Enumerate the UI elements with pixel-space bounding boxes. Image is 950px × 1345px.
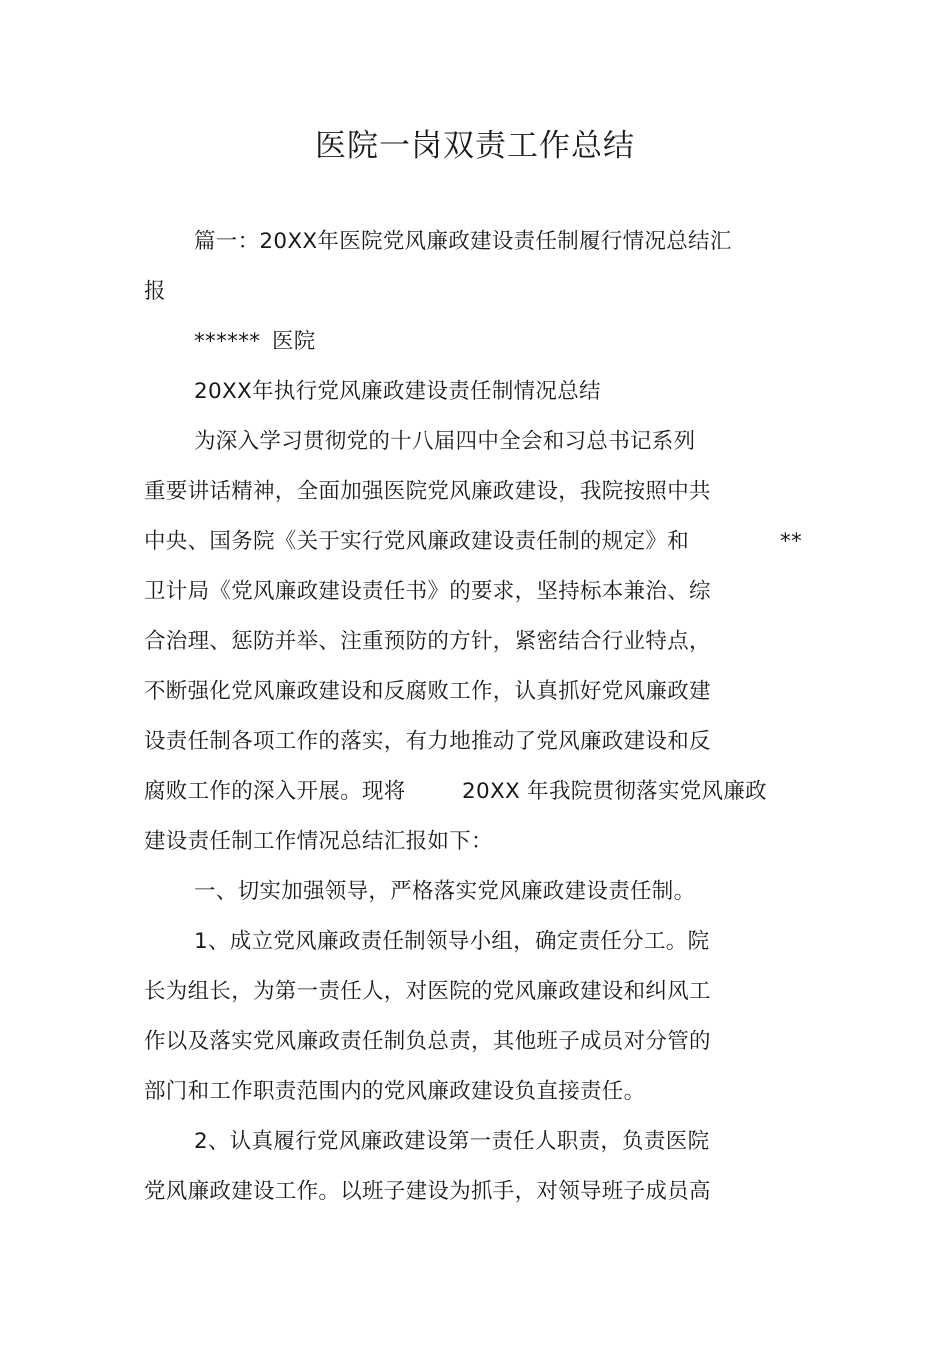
text-line: 党风廉政建设工作。以班子建设为抓手，对领导班子成员高 — [144, 1179, 711, 1204]
text-line: 不断强化党风廉政建设和反腐败工作，认真抓好党风廉政建 — [144, 679, 711, 704]
text-line: 合治理、惩防并举、注重预防的方针，紧密结合行业特点， — [144, 629, 711, 654]
text-line: 腐败工作的深入开展。现将 — [144, 779, 406, 804]
text-line: 20XX 年我院贯彻落实党风廉政 — [462, 779, 767, 804]
text-line: 1、成立党风廉政责任制领导小组，确定责任分工。院 — [194, 929, 710, 954]
text-line: 建设责任制工作情况总结汇报如下： — [144, 829, 493, 854]
text-line: ** — [780, 529, 803, 554]
text-line: 卫计局《党风廉政建设责任书》的要求，坚持标本兼治、综 — [144, 579, 711, 604]
text-line: 20XX年执行党风廉政建设责任制情况总结 — [194, 379, 601, 404]
text-line: ****** — [194, 329, 261, 354]
text-line: 作以及落实党风廉政责任制负总责，其他班子成员对分管的 — [144, 1029, 711, 1054]
text-line: 重要讲话精神，全面加强医院党风廉政建设，我院按照中共 — [144, 479, 711, 504]
text-line: 医院 — [272, 329, 316, 354]
text-line: 报 — [144, 279, 166, 304]
text-line: 长为组长，为第一责任人，对医院的党风廉政建设和纠风工 — [144, 979, 711, 1004]
text-line: 部门和工作职责范围内的党风廉政建设负直接责任。 — [144, 1079, 646, 1104]
text-line: 篇一：20XX年医院党风廉政建设责任制履行情况总结汇 — [194, 229, 732, 254]
document-title: 医院一岗双责工作总结 — [315, 128, 635, 164]
text-line: 设责任制各项工作的落实，有力地推动了党风廉政建设和反 — [144, 729, 711, 754]
text-line: 2、认真履行党风廉政建设第一责任人职责，负责医院 — [194, 1129, 710, 1154]
text-line: 中央、国务院《关于实行党风廉政建设责任制的规定》和 — [144, 529, 690, 554]
text-line: 一、切实加强领导，严格落实党风廉政建设责任制。 — [194, 879, 696, 904]
text-line: 为深入学习贯彻党的十八届四中全会和习总书记系列 — [194, 429, 696, 454]
